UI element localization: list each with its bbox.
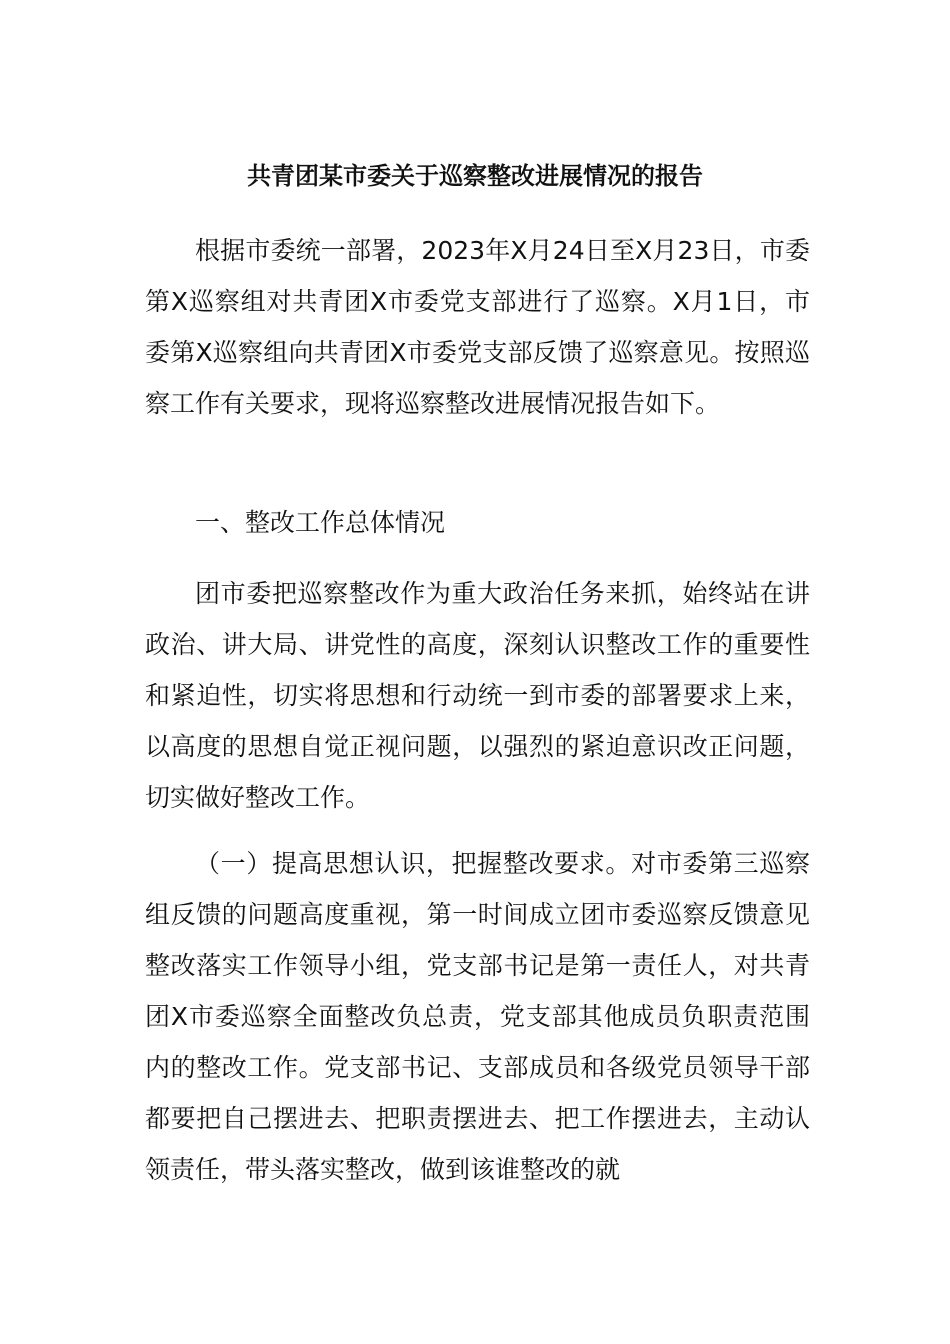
paragraph-overview: 团市委把巡察整改作为重大政治任务来抓，始终站在讲政治、讲大局、讲党性的高度，深刻认识整改工作的重要性和紧迫性，切实将思想和行动统一到市委的部署要求上来，以高度的思想自觉正视问题，以强烈的紧迫意识改正问题，切实做好整改工作。 bbox=[145, 579, 810, 812]
document-title: 共青团某市委关于巡察整改进展情况的报告 bbox=[247, 162, 703, 190]
paragraph-intro: 根据市委统一部署，2023年X月24日至X月23日，市委第X巡察组对共青团X市委党支部进行了巡察。X月1日，市委第X巡察组向共青团X市委党支部反馈了巡察意见。按照巡察工作有关要求，现将巡察整改进展情况报告如下。 bbox=[145, 236, 810, 418]
paragraph-subsection-1: （一）提高思想认识，把握整改要求。对市委第三巡察组反馈的问题高度重视，第一时间成立团市委巡察反馈意见整改落实工作领导小组，党支部书记是第一责任人，对共青团X市委巡察全面整改负总责，党支部其他成员负职责范围内的整改工作。党支部书记、支部成员和各级党员领导干部都要把自己摆进去、把职责摆进去、把工作摆进去，主动认领责任，带头落实整改，做到该谁整改的就 bbox=[145, 849, 810, 1184]
section-heading: 一、整改工作总体情况 bbox=[195, 508, 446, 537]
